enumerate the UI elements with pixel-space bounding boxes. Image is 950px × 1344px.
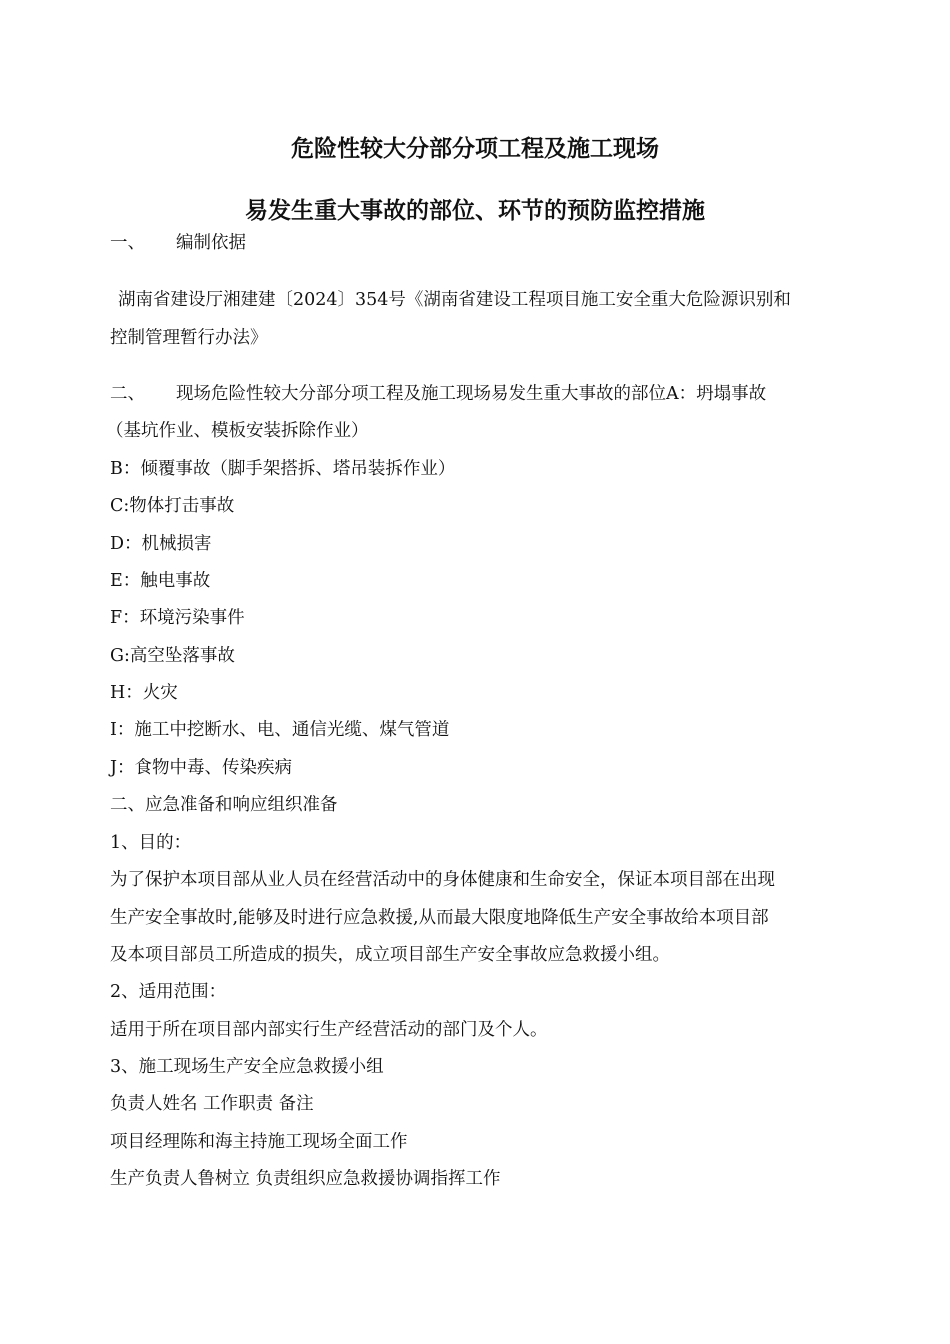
hazard-item-b: B：倾覆事故（脚手架搭拆、塔吊装拆作业） xyxy=(110,459,456,479)
hazard-item-f: F：环境污染事件 xyxy=(110,608,245,628)
hazard-item-c: C:物体打击事故 xyxy=(110,496,235,516)
purpose-heading: 1、目的： xyxy=(110,833,192,853)
basis-line-1: 湖南省建设厅湘建建〔2024〕354号《湖南省建设工程项目施工安全重大危险源识别和 xyxy=(118,290,791,310)
document-title-line-2: 易发生重大事故的部位、环节的预防监控措施 xyxy=(245,198,705,224)
hazard-item-i: I：施工中挖断水、电、通信光缆、煤气管道 xyxy=(110,720,450,740)
document-title-line-1: 危险性较大分部分项工程及施工现场 xyxy=(291,136,659,162)
section-2-title: 现场危险性较大分部分项工程及施工现场易发生重大事故的部位A：坍塌事故 xyxy=(176,384,767,404)
team-table-header: 负责人姓名 工作职责 备注 xyxy=(110,1094,314,1114)
team-row-2: 生产负责人鲁树立 负责组织应急救援协调指挥工作 xyxy=(110,1169,501,1189)
purpose-line-2: 生产安全事故时,能够及时进行应急救援,从而最大限度地降低生产安全事故给本项目部 xyxy=(110,908,769,928)
rescue-team-heading: 3、施工现场生产安全应急救援小组 xyxy=(110,1057,384,1077)
purpose-line-3: 及本项目部员工所造成的损失，成立项目部生产安全事故应急救援小组。 xyxy=(110,945,670,965)
section-3-heading: 二、应急准备和响应组织准备 xyxy=(110,795,338,815)
section-1-heading xyxy=(110,231,246,255)
scope-heading: 2、适用范围： xyxy=(110,982,227,1002)
section-1-number: 一、 xyxy=(110,233,145,253)
hazard-item-e: E：触电事故 xyxy=(110,571,211,591)
hazard-item-d: D：机械损害 xyxy=(110,534,212,554)
hazard-item-h: H：火灾 xyxy=(110,683,178,703)
scope-text: 适用于所在项目部内部实行生产经营活动的部门及个人。 xyxy=(110,1020,548,1040)
basis-line-2: 控制管理暂行办法》 xyxy=(110,328,268,348)
hazard-item-j: J：食物中毒、传染疾病 xyxy=(110,758,293,778)
team-row-1: 项目经理陈和海主持施工现场全面工作 xyxy=(110,1132,408,1152)
section-2-number: 二、 xyxy=(110,384,145,404)
section-2-continuation: （基坑作业、模板安装拆除作业） xyxy=(106,421,369,441)
purpose-line-1: 为了保护本项目部从业人员在经营活动中的身体健康和生命安全，保证本项目部在出现 xyxy=(110,870,775,890)
hazard-item-g: G:高空坠落事故 xyxy=(110,646,235,666)
section-1-title: 编制依据 xyxy=(176,233,246,253)
section-2-heading xyxy=(110,382,766,406)
